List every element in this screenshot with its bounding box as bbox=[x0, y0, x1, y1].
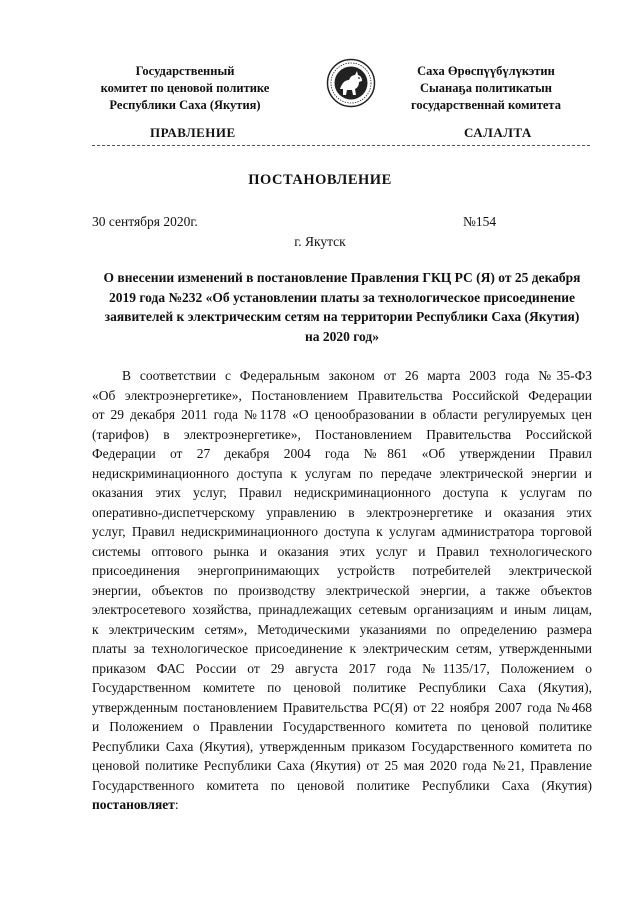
header-right-line: Саха Өрөспүүбүлүкэтин bbox=[417, 64, 555, 78]
header-left-org bbox=[85, 63, 285, 114]
body-line: Федерации от 27 декабря 2004 года №861 «Об утверждении Правил bbox=[92, 446, 592, 461]
closing-punct: : bbox=[174, 797, 179, 812]
body-closing-line bbox=[92, 795, 592, 815]
board-label-ru: ПРАВЛЕНИЕ bbox=[150, 125, 236, 140]
body-line: энергии, объектов по производству электрической энергии, а также объектов bbox=[92, 582, 592, 598]
body-line: недискриминационного доступа к услугам по передаче электрической энергии и bbox=[92, 465, 592, 481]
body-line: платы за технологическое присоединение к электрическим сетям, утвержденными bbox=[92, 641, 592, 656]
subject-line: на 2020 год» bbox=[304, 328, 379, 344]
body-line: присоединения энергопринимающих устройств потребителей электрической bbox=[92, 563, 592, 578]
board-label-sah: САЛАЛТА bbox=[464, 125, 532, 140]
document-date: 30 сентября 2020г. bbox=[92, 214, 198, 229]
body-line: к электрическим сетям», Методическими указаниями по определению размера bbox=[92, 621, 592, 637]
body-line: от 29 декабря 2011 года №1178 «О ценообразовании в области регулируемых цен bbox=[92, 407, 592, 422]
body-line: системы оптового рынка и оказания этих услуг и Правил технологического bbox=[92, 543, 592, 559]
body-line: (тарифов) в электроэнергетике», Постановлением Правительства Российской bbox=[92, 426, 592, 442]
header-divider bbox=[92, 145, 590, 146]
body-line: оказания этих услуг, Правил недискриминационного доступа к услугам по bbox=[92, 485, 592, 500]
header-right-org bbox=[379, 63, 593, 114]
body-line: оперативно-диспетчерскому управлению в электроэнергетике и оказания этих bbox=[92, 504, 592, 520]
subject-line: заявителей к электрическим сетям на территории Республики Саха (Якутия) bbox=[104, 309, 580, 324]
coat-of-arms-icon bbox=[326, 58, 376, 108]
document-body bbox=[92, 366, 592, 815]
body-line: «Об электроэнергетике», Постановлением Правительства Российской Федерации bbox=[92, 387, 592, 403]
header-left-line: комитет по ценовой политике bbox=[100, 81, 270, 95]
body-line: Государственном комитете по ценовой политике Республики Саха (Якутия), bbox=[92, 680, 592, 695]
body-line: Государственного комитета по ценовой политике Республики Саха (Якутия) bbox=[92, 777, 592, 793]
subject-line: 2019 года №232 «Об установлении платы за технологическое присоединение bbox=[108, 289, 576, 305]
body-line: Республики Саха (Якутия), утвержденным приказом Государственного комитета по bbox=[92, 738, 592, 754]
body-line: электросетевого хозяйства, принадлежащих сетевым организациям и иным лицам, bbox=[92, 602, 592, 617]
closing-word: постановляет bbox=[92, 797, 175, 812]
document-subject bbox=[92, 268, 592, 346]
body-line: утвержденным постановлением Правительства РС(Я) от 22 ноября 2007 года №468 bbox=[92, 699, 592, 715]
body-line: и Положением о Правлении Государственного комитета по ценовой политике bbox=[92, 719, 592, 734]
subject-line: О внесении изменений в постановление Правления ГКЦ РС (Я) от 25 декабря bbox=[103, 270, 581, 285]
document-title: ПОСТАНОВЛЕНИЕ bbox=[248, 172, 392, 188]
header-left-line: Республики Саха (Якутия) bbox=[109, 98, 261, 112]
header-right-line: государственнай комитета bbox=[411, 98, 561, 112]
body-line: приказом ФАС России от 29 августа 2017 года №1135/17, Положением о bbox=[92, 660, 592, 676]
header-left-line: Государственный bbox=[135, 64, 235, 78]
document-city: г. Якутск bbox=[294, 234, 346, 249]
header-right-line: Сыанаҕа политикатын bbox=[420, 81, 552, 95]
body-line: ценовой политике Республики Саха (Якутия) от 25 мая 2020 года №21, Правление bbox=[92, 758, 592, 773]
body-line: В соответствии с Федеральным законом от 26 марта 2003 года №35-ФЗ bbox=[122, 368, 592, 383]
body-line: услуг, Правил недискриминационного доступа к услугам администратора торговой bbox=[92, 524, 592, 539]
document-number: №154 bbox=[463, 214, 497, 229]
